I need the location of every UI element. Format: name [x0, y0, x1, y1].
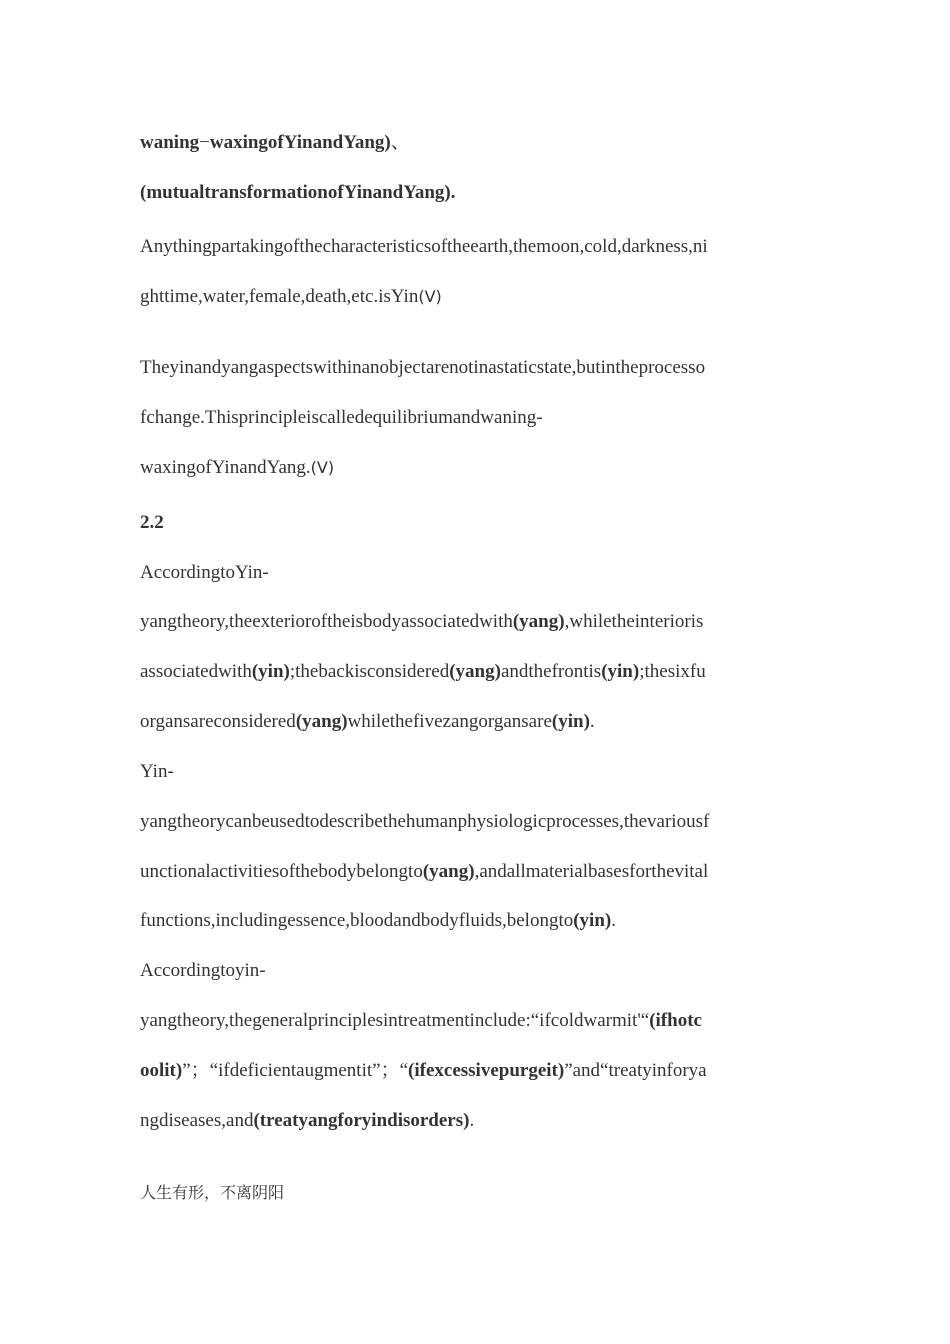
paragraph-line: AccordingtoYin- [140, 562, 269, 583]
paragraph-line: Accordingtoyin- [140, 960, 266, 981]
paragraph-line: Theyinandyangaspectswithinanobjectarenotinastaticstate,butintheprocesso [140, 357, 706, 378]
heading-waning-waxing: waning−waxingofYinandYang)、 [140, 132, 410, 153]
paragraph-line: organsareconsidered(yang)whilethefivezangorgansare(yin). [140, 711, 595, 732]
paragraph-line: associatedwith(yin);thebackisconsidered(yang)andthefrontis(yin);thesixfu [140, 661, 706, 682]
paragraph-line: yangtheory,theexterioroftheisbodyassociatedwith(yang),whiletheinterioris [140, 611, 704, 632]
paragraph-line: waxingofYinandYang.(V) [140, 457, 335, 478]
paragraph-line: yangtheorycanbeusedtodescribethehumanphysiologicprocesses,thevariousf [140, 811, 710, 832]
closing-phrase: 人生有形，不离阴阳 [140, 1183, 285, 1202]
heading-mutual-transformation: (mutualtransformationofYinandYang). [140, 182, 456, 203]
paragraph-line: ngdiseases,and(treatyangforyindisorders). [140, 1110, 475, 1131]
section-number: 2.2 [140, 512, 164, 533]
paragraph-line: unctionalactivitiesofthebodybelongto(yang),andallmaterialbasesforthevital [140, 861, 709, 882]
answer-mark: (V) [310, 458, 335, 477]
paragraph-line: Anythingpartakingofthecharacteristicsoftheearth,themoon,cold,darkness,ni [140, 236, 708, 257]
answer-mark: (V) [418, 287, 442, 306]
paragraph-line: oolit)”；“ifdeficientaugmentit”；“(ifexcessivepurgeit)”and“treatyinforya [140, 1060, 707, 1081]
paragraph-line: yangtheory,thegeneralprinciplesintreatmentinclude:“ifcoldwarmit'“(ifhotc [140, 1010, 702, 1031]
paragraph-line: fchange.Thisprincipleiscalledequilibriumandwaning- [140, 407, 543, 428]
paragraph-line: Yin- [140, 761, 174, 782]
paragraph-line: ghttime,water,female,death,etc.isYin(V) [140, 286, 442, 307]
paragraph-line: functions,includingessence,bloodandbodyfluids,belongto(yin). [140, 910, 616, 931]
